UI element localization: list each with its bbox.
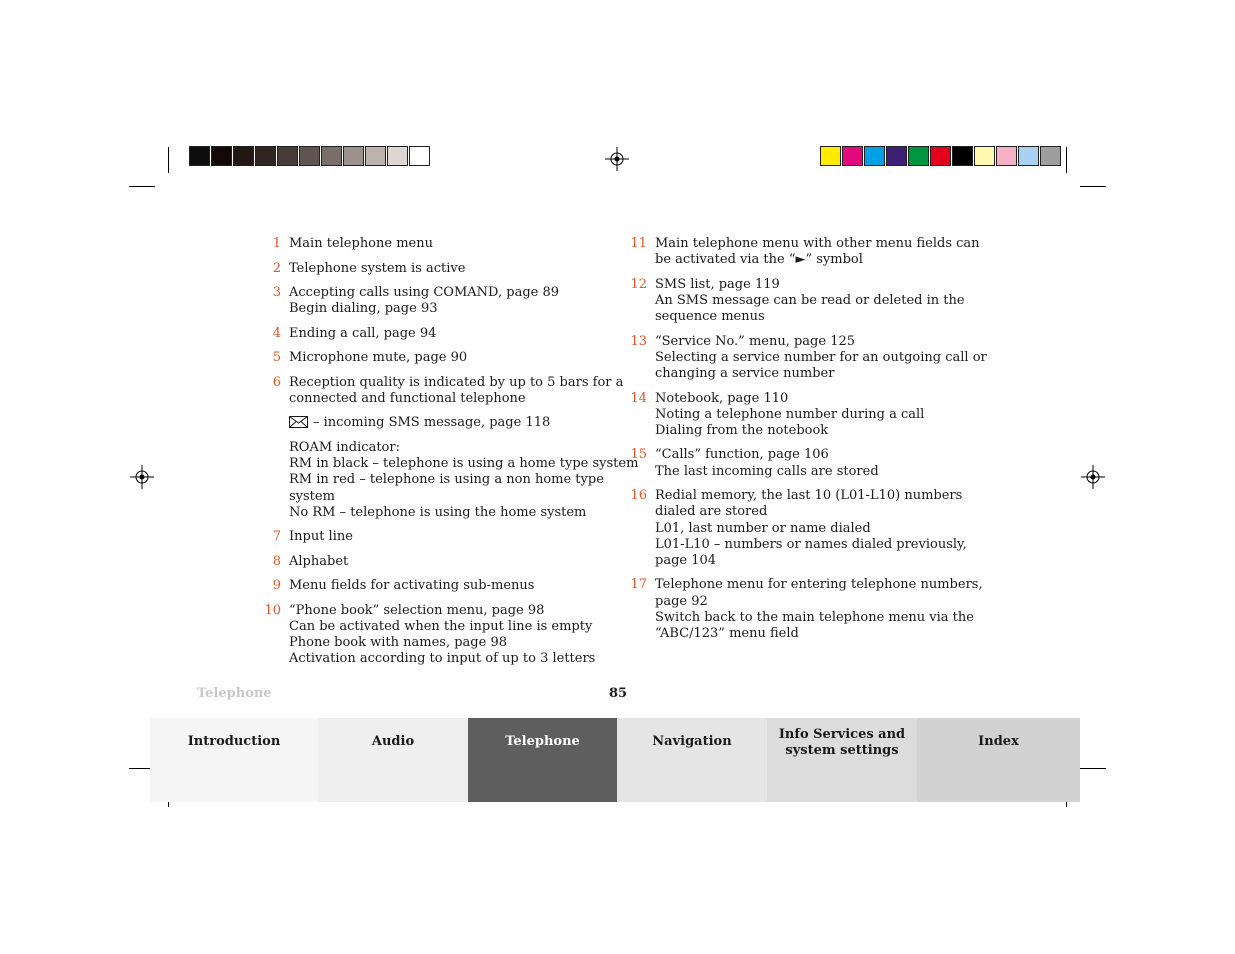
item-number: 3: [272, 285, 281, 300]
item-line: be activated via the “►” symbol: [655, 252, 863, 268]
item-number: 6: [272, 374, 281, 390]
item-number: 2: [272, 260, 281, 276]
item-line: Noting a telephone number during a call: [655, 406, 925, 422]
list-item: [262, 350, 607, 366]
tab-telephone[interactable]: [468, 718, 617, 802]
item-line: Activation according to input of up to 3 letters: [289, 651, 596, 667]
color-swatch: [952, 146, 973, 166]
item-line: L01, last number or name dialed: [655, 520, 871, 536]
tab-label: Info Services and system settings: [778, 727, 906, 758]
item-number: 8: [272, 553, 281, 569]
tab-index[interactable]: [917, 718, 1080, 802]
chapter-tab-bar: [150, 718, 1080, 802]
color-swatch: [974, 146, 995, 166]
item-number: 7: [272, 529, 281, 545]
roam-line: RM in black – telephone is using a home type system: [289, 456, 639, 472]
item-number: 4: [272, 325, 281, 341]
item-number: 15: [630, 447, 647, 463]
list-item: [262, 285, 607, 317]
color-swatch: [930, 146, 951, 166]
list-item: [262, 374, 624, 407]
item-line: Telephone system is active: [289, 260, 466, 276]
list-item: [628, 333, 987, 383]
item-line: “ABC/123” menu field: [655, 626, 799, 642]
color-swatch: [299, 146, 320, 166]
item-line: Accepting calls using COMAND, page 89: [289, 285, 560, 300]
item-number: 11: [630, 236, 647, 251]
item-line: Reception quality is indicated by up to 5 bars for a: [289, 374, 624, 390]
item-line: “Service No.” menu, page 125: [655, 333, 856, 349]
list-item: [262, 326, 607, 342]
item-text: [289, 261, 607, 277]
grayscale-color-bar: [189, 146, 431, 166]
sms-line: – incoming SMS message, page 118: [313, 415, 551, 431]
item-line: Can be activated when the input line is empty: [289, 618, 593, 634]
item-number: 1: [272, 236, 281, 251]
list-item: [262, 236, 607, 252]
list-item: [262, 529, 607, 545]
color-swatch: [321, 146, 342, 166]
page-number: 85: [608, 686, 628, 701]
item-number: 17: [630, 577, 647, 593]
tab-audio[interactable]: [318, 718, 468, 802]
item-line: connected and functional telephone: [289, 390, 526, 406]
item-line: page 104: [655, 552, 717, 568]
process-color-bar: [820, 146, 1062, 166]
item-text: [655, 447, 968, 479]
color-swatch: [189, 146, 210, 166]
item-text: [655, 391, 968, 440]
item-line: Menu fields for activating sub-menus: [289, 578, 535, 594]
item-line: Switch back to the main telephone menu via the: [655, 609, 974, 625]
item-line: Dialing from the notebook: [655, 422, 829, 438]
sms-indicator-note: [289, 415, 607, 431]
item-number: 14: [630, 390, 647, 406]
item-line: “Phone book” selection menu, page 98: [289, 602, 545, 618]
color-swatch: [365, 146, 386, 166]
item-number: 5: [272, 350, 281, 366]
crop-mark: [129, 186, 155, 187]
item-text: [655, 334, 987, 383]
list-item: [628, 236, 980, 268]
list-item: [628, 391, 968, 440]
list-item: [628, 277, 968, 326]
item-text: [289, 529, 607, 545]
color-swatch: [908, 146, 929, 166]
crop-mark: [168, 147, 169, 173]
item-number: 10: [264, 602, 281, 618]
item-line: The last incoming calls are stored: [655, 463, 879, 479]
item-line: dialed are stored: [655, 504, 768, 520]
tab-label: Telephone: [505, 734, 580, 749]
item-text: [289, 350, 607, 366]
tab-label: Audio: [371, 734, 415, 749]
item-text: [289, 554, 607, 570]
color-swatch: [211, 146, 232, 166]
list-item: [628, 488, 968, 569]
item-text: [289, 285, 607, 317]
item-line: changing a service number: [655, 366, 835, 382]
item-line: “Calls” function, page 106: [655, 447, 829, 463]
item-line: L01-L10 – numbers or names dialed previously,: [655, 536, 967, 552]
color-swatch: [864, 146, 885, 166]
color-swatch: [343, 146, 364, 166]
tab-introduction[interactable]: [150, 718, 318, 802]
color-swatch: [387, 146, 408, 166]
item-text: [289, 603, 607, 668]
list-item: [262, 261, 607, 277]
roam-line: ROAM indicator:: [289, 439, 400, 455]
item-line: Ending a call, page 94: [289, 325, 437, 341]
crop-mark: [1066, 147, 1067, 173]
item-line: Selecting a service number for an outgoing call or: [655, 349, 987, 365]
item-line: Alphabet: [289, 553, 349, 569]
item-number: 12: [630, 276, 647, 292]
list-item: [262, 554, 607, 570]
item-line: Microphone mute, page 90: [289, 350, 468, 366]
color-swatch: [277, 146, 298, 166]
item-line: Redial memory, the last 10 (L01-L10) numbers: [655, 488, 963, 504]
color-swatch: [996, 146, 1017, 166]
item-text: [289, 578, 607, 594]
item-line: Telephone menu for entering telephone numbers,: [655, 577, 983, 593]
item-number: 9: [272, 578, 281, 594]
crop-mark: [1080, 186, 1106, 187]
tab-label: Index: [978, 734, 1019, 749]
list-item: [262, 603, 607, 668]
list-item: [628, 577, 983, 642]
item-line: Main telephone menu: [289, 236, 433, 251]
registration-mark-icon: [130, 465, 154, 489]
item-text: [655, 488, 968, 569]
item-line: An SMS message can be read or deleted in the: [655, 292, 965, 308]
color-swatch: [842, 146, 863, 166]
tab-navigation[interactable]: [617, 718, 767, 802]
color-swatch: [820, 146, 841, 166]
registration-mark-icon: [1081, 465, 1105, 489]
color-swatch: [233, 146, 254, 166]
item-text: [289, 375, 623, 407]
tab-label: Introduction: [187, 734, 281, 749]
item-text: [289, 326, 607, 342]
item-number: 13: [630, 333, 647, 349]
item-line: SMS list, page 119: [655, 276, 780, 292]
item-line: Main telephone menu with other menu fields can: [655, 236, 980, 251]
color-swatch: [255, 146, 276, 166]
roam-line: system: [289, 488, 335, 504]
color-swatch: [886, 146, 907, 166]
item-text: [655, 577, 983, 642]
roam-line: No RM – telephone is using the home system: [289, 504, 587, 520]
item-line: sequence menus: [655, 309, 765, 325]
item-text: [289, 236, 607, 252]
registration-mark-icon: [605, 147, 629, 171]
tab-info-services[interactable]: [767, 718, 917, 802]
envelope-icon: [289, 416, 308, 428]
list-item: [628, 447, 968, 479]
item-text: [655, 277, 968, 326]
list-item: [262, 578, 607, 594]
right-column: [628, 236, 987, 651]
item-text: [655, 236, 980, 268]
item-line: Notebook, page 110: [655, 390, 789, 406]
item-number: 16: [630, 488, 647, 504]
color-swatch: [1040, 146, 1061, 166]
roam-line: RM in red – telephone is using a non home type: [289, 472, 604, 488]
color-swatch: [409, 146, 430, 166]
crop-mark: [1080, 768, 1106, 769]
color-swatch: [1018, 146, 1039, 166]
item-line: Begin dialing, page 93: [289, 301, 438, 317]
section-label: Telephone: [197, 686, 272, 701]
tab-label: Navigation: [652, 734, 732, 749]
item-line: Phone book with names, page 98: [289, 635, 507, 651]
item-line: page 92: [655, 593, 708, 609]
item-line: Input line: [289, 529, 353, 545]
